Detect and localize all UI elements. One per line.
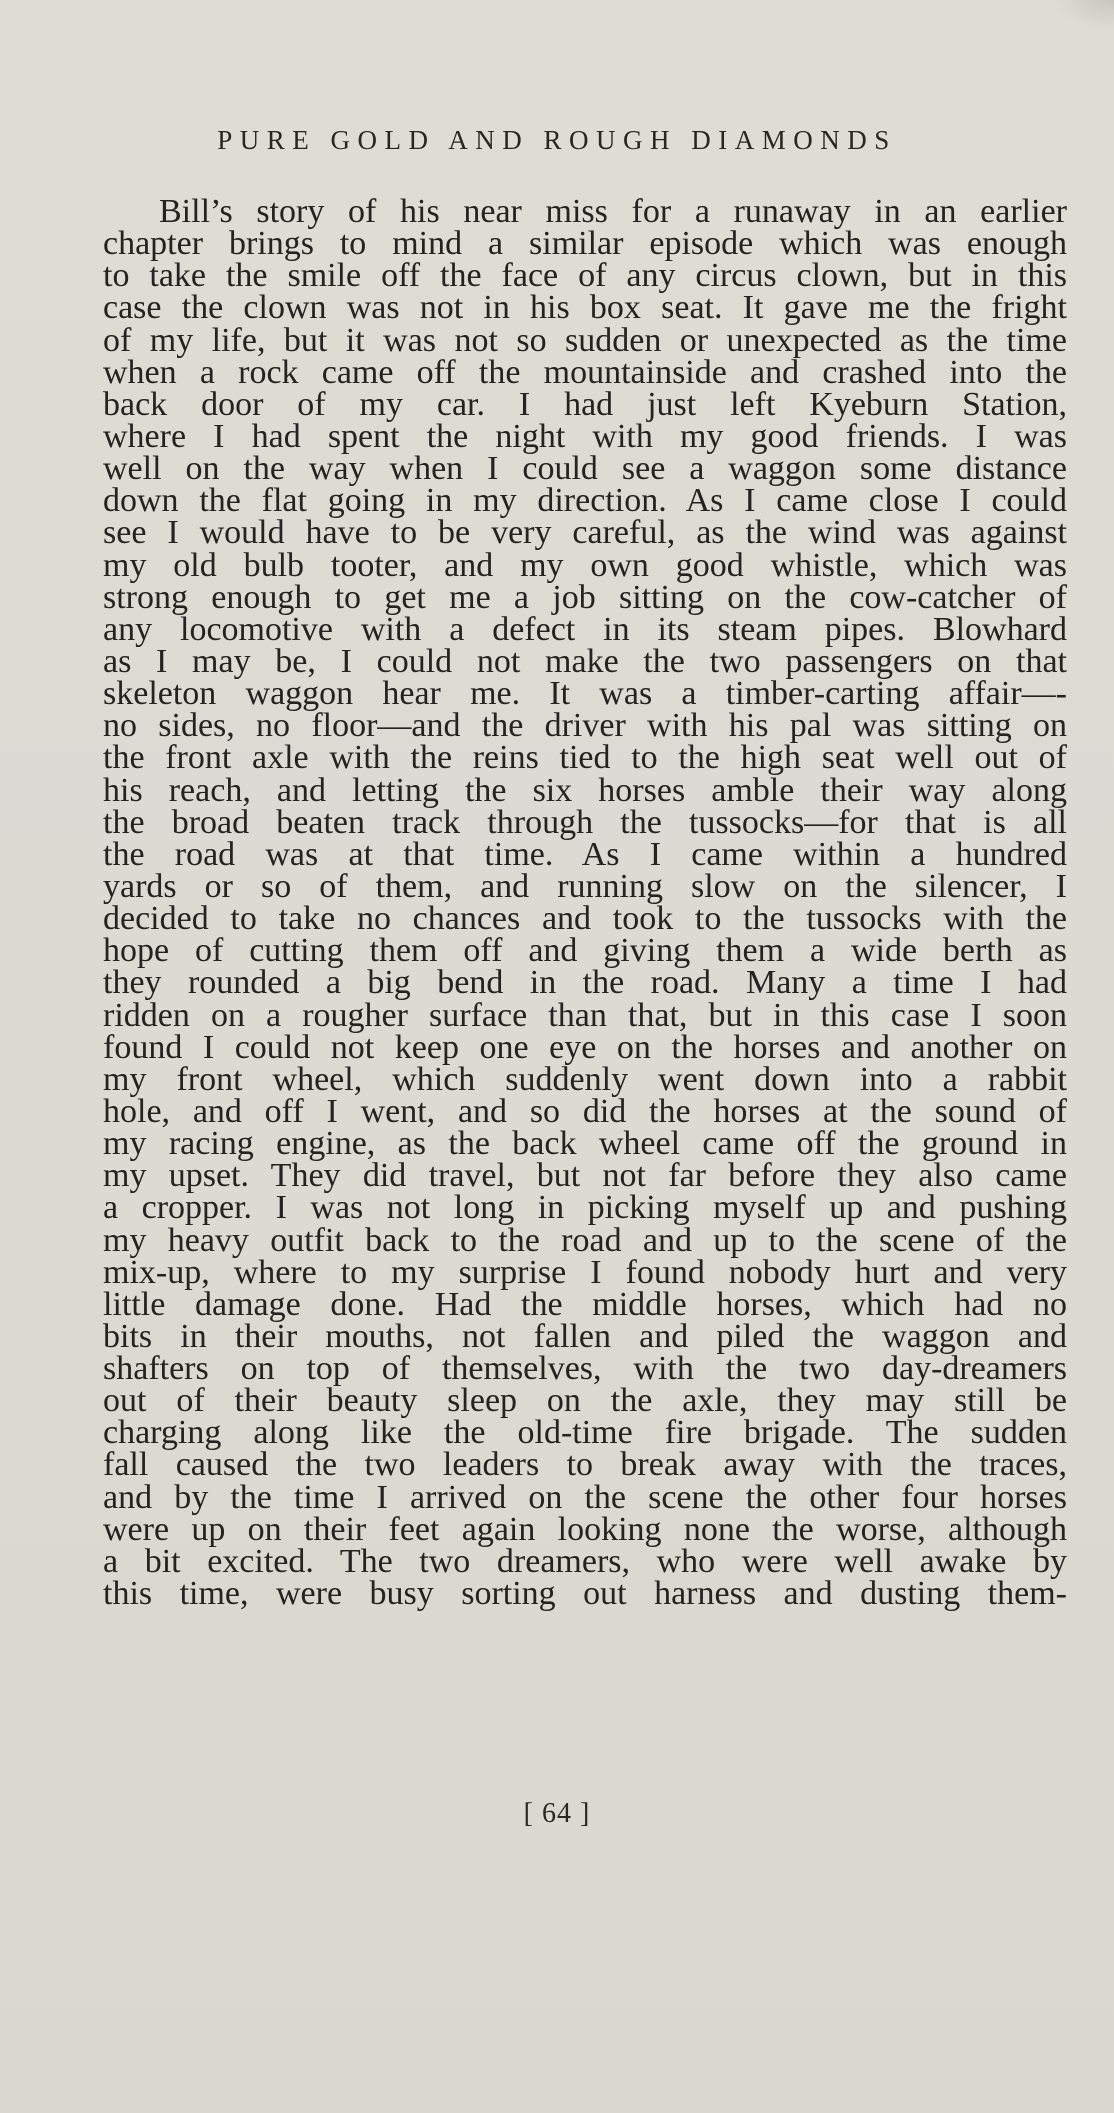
text-line: out of their beauty sleep on the axle, they may still be	[103, 1382, 1067, 1420]
text-line: see I would have to be very careful, as the wind was against	[103, 514, 1067, 552]
text-line: this time, were busy sorting out harness and dusting them-	[103, 1575, 1067, 1613]
text-line: well on the way when I could see a waggon some distance	[103, 450, 1067, 488]
text-line: his reach, and letting the six horses amble their way along	[103, 771, 1067, 809]
page-corner-smudge	[1054, 0, 1114, 30]
text-line: charging along like the old-time fire brigade. The sudden	[103, 1414, 1067, 1452]
text-line: they rounded a big bend in the road. Many a time I had	[103, 964, 1067, 1002]
text-line: decided to take no chances and took to the tussocks with the	[103, 900, 1067, 938]
page-number: [ 64 ]	[523, 1798, 591, 1829]
text-line: my old bulb tooter, and my own good whistle, which was	[103, 546, 1067, 584]
text-line: back door of my car. I had just left Kyeburn Station,	[103, 385, 1067, 423]
text-line: strong enough to get me a job sitting on the cow-catcher of	[103, 578, 1067, 616]
text-line: when a rock came off the mountainside and crashed into the	[103, 353, 1067, 391]
text-line: hole, and off I went, and so did the horses at the sound of	[103, 1092, 1067, 1130]
text-line: chapter brings to mind a similar episode which was enough	[103, 225, 1067, 263]
text-line: my racing engine, as the back wheel came off the ground in	[103, 1125, 1067, 1163]
text-line: the road was at that time. As I came within a hundred	[103, 835, 1067, 873]
text-line: were up on their feet again looking none the worse, although	[103, 1510, 1067, 1548]
text-line: the broad beaten track through the tussocks—for that is all	[103, 803, 1067, 841]
text-line: the front axle with the reins tied to the high seat well out of	[103, 739, 1067, 777]
text-line: as I may be, I could not make the two passengers on that	[103, 642, 1067, 680]
text-line: any locomotive with a defect in its steam pipes. Blowhard	[103, 610, 1067, 648]
text-line: down the flat going in my direction. As I came close I could	[103, 482, 1067, 520]
text-line: my heavy outfit back to the road and up to the scene of the	[103, 1221, 1067, 1259]
text-line: skeleton waggon hear me. It was a timber-carting affair—-	[103, 675, 1067, 713]
text-line: my upset. They did travel, but not far before they also came	[103, 1157, 1067, 1195]
text-line: yards or so of them, and running slow on the silencer, I	[103, 867, 1067, 905]
text-line: mix-up, where to my surprise I found nobody hurt and very	[103, 1253, 1067, 1291]
text-line: to take the smile off the face of any circus clown, but in this	[103, 257, 1067, 295]
text-line: Bill’s story of his near miss for a runaway in an earlier	[159, 193, 1067, 230]
text-line: found I could not keep one eye on the horses and another on	[103, 1028, 1067, 1066]
text-line: a bit excited. The two dreamers, who were well awake by	[103, 1542, 1067, 1580]
text-line: shafters on top of themselves, with the two day-dreamers	[103, 1350, 1067, 1388]
text-line: a cropper. I was not long in picking myself up and pushing	[103, 1189, 1067, 1227]
text-line: of my life, but it was not so sudden or unexpected as the time	[103, 321, 1067, 359]
text-line: fall caused the two leaders to break away with the traces,	[103, 1446, 1067, 1484]
text-line: hope of cutting them off and giving them a wide berth as	[103, 932, 1067, 970]
text-line: case the clown was not in his box seat. It gave me the fright	[103, 289, 1067, 327]
text-line: ridden on a rougher surface than that, but in this case I soon	[103, 996, 1067, 1034]
body-paragraph	[103, 193, 1067, 1613]
running-head: PURE GOLD AND ROUGH DIAMONDS	[217, 125, 897, 155]
text-line: no sides, no floor—and the driver with his pal was sitting on	[103, 707, 1067, 745]
text-line: where I had spent the night with my good friends. I was	[103, 417, 1067, 455]
text-line: bits in their mouths, not fallen and piled the waggon and	[103, 1317, 1067, 1355]
text-line: and by the time I arrived on the scene the other four horses	[103, 1478, 1067, 1516]
text-line: my front wheel, which suddenly went down into a rabbit	[103, 1060, 1067, 1098]
text-line: little damage done. Had the middle horses, which had no	[103, 1285, 1067, 1323]
